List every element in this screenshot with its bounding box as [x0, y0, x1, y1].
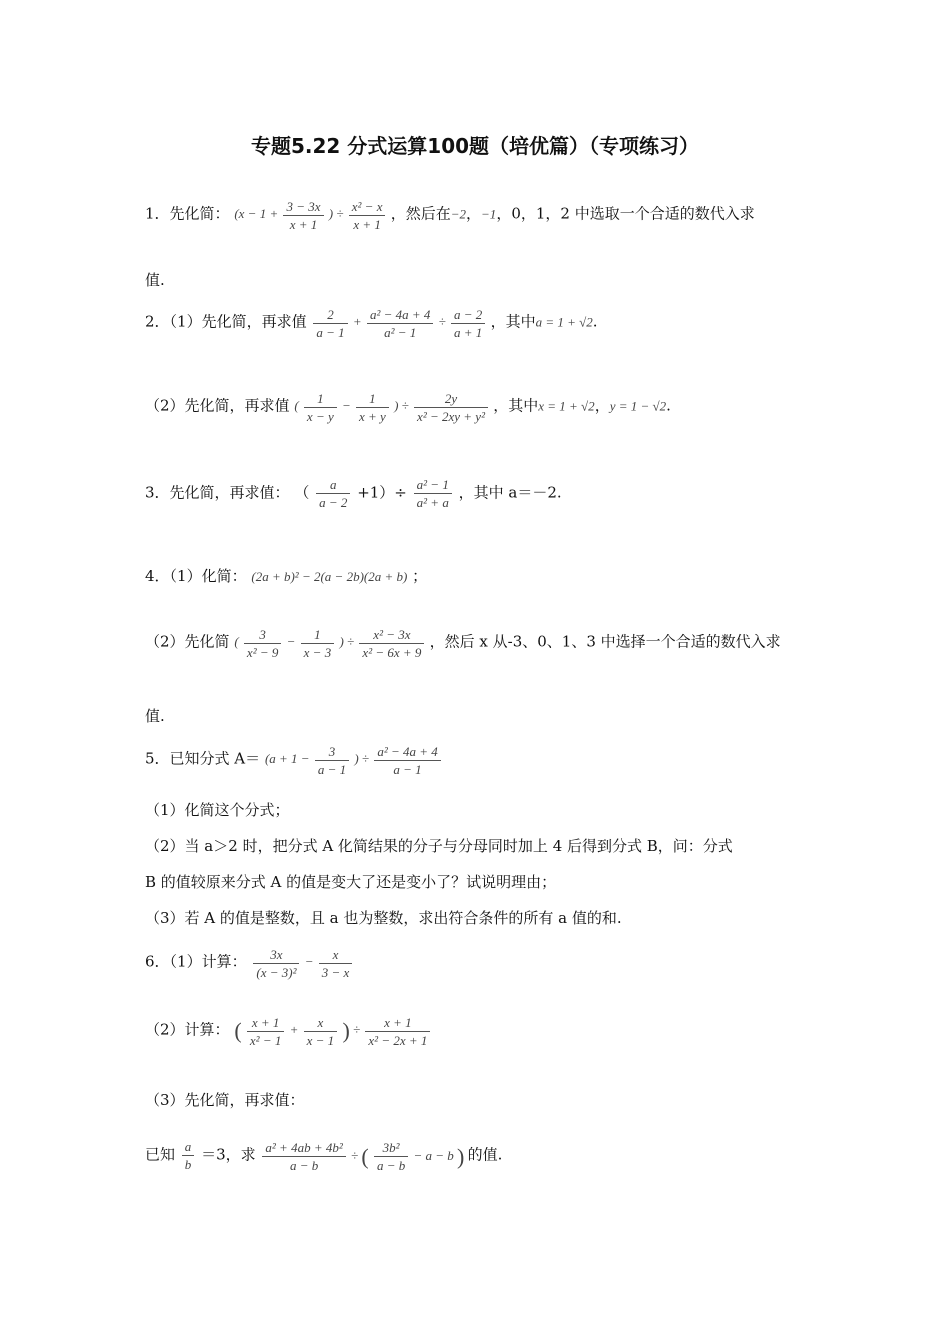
q1-expression: (x − 1 + $\frac{3 - 3x}{x + 1}$ ) ÷ $\frac{\text{x² − x}}{x + 1}$ [234, 206, 390, 221]
question-3: 3．先化简，再求值： （ $\frac{a}{a - 2}$ +1）÷ $\frac{\text{a² − 1}}{\text{a² + a}}$ ，其中 a＝－2. [145, 477, 562, 510]
question-6-part-2: （2）计算： ( $\frac{x + 1}{\text{x² − 1}}$ + $\frac{x}{x - 1}$ ) ÷ $\frac{x + 1}{\text{x² − 2x + 1}}$ [145, 1014, 432, 1049]
question-2-part-1: 2．（1）先化简，再求值 $\frac{2}{a - 1}$ + $\frac{\text{a² − 4a + 4}}{\text{a² − 1}}$ ÷ $\frac{a - 2}{a + 1}$ ，其中a = 1 + √2. [145, 307, 598, 340]
question-2-part-2: （2）先化简，再求值 ( $\frac{1}{x - y}$ − $\frac{1}{x + y}$ ) ÷ $\frac{2y}{\text{x² − 2xy + y²}}$ ，其中x = 1 + √2，y = 1 − √2. [145, 391, 671, 424]
q4a-expression: (2a + b)² − 2(a − 2b)(2a + b) [251, 569, 408, 584]
q1-line2: 值. [145, 271, 165, 289]
q6c-expression: $\frac{\text{a² + 4ab + 4b²}}{a - b}$ ÷ ( $\frac{\text{3b²}}{a - b}$ − a − b ) [260, 1148, 467, 1163]
q6a-expression: $\frac{3x}{\text{(x − 3)²}}$ − $\frac{x}{3 - x}$ [251, 954, 354, 969]
q5-expression: (a + 1 − $\frac{3}{a - 1}$ ) ÷ $\frac{\text{a² − 4a + 4}}{a - 1}$ [265, 751, 443, 766]
q4b-line2: 值. [145, 707, 165, 725]
q2b-expression: ( $\frac{1}{x - y}$ − $\frac{1}{x + y}$ ) ÷ $\frac{2y}{\text{x² − 2xy + y²}}$ [294, 398, 493, 413]
q6c-condition: 已知 $\frac{a}{b}$ ＝3，求 $\frac{\text{a² + 4ab + 4b²}}{a - b}$ ÷ ( $\frac{\text{3b²}}{a - b}$ − a − b ) 的值. [145, 1139, 503, 1174]
q5-sub1: （1）化简这个分式； [145, 801, 290, 819]
question-1: 1．先化简： (x − 1 + $\frac{3 - 3x}{x + 1}$ ) ÷ $\frac{\text{x² − x}}{x + 1}$ ，然后在−2，−1，0，1，2 中选取一个合适的数代入求 [145, 199, 755, 232]
q5-sub3: B 的值较原来分式 A 的值是变大了还是变小了？试说明理由； [145, 873, 557, 891]
question-4-part-1: 4．（1）化简： (2a + b)² − 2(a − 2b)(2a + b) ； [145, 567, 428, 585]
q1-label: 1．先化简： [145, 204, 230, 223]
question-5: 5．已知分式 A＝ (a + 1 − $\frac{3}{a - 1}$ ) ÷ $\frac{\text{a² − 4a + 4}}{a - 1}$ [145, 743, 443, 778]
q6b-expression: ( $\frac{x + 1}{\text{x² − 1}}$ + $\frac{x}{x - 1}$ ) ÷ $\frac{x + 1}{\text{x² − 2x + 1}}$ [234, 1022, 432, 1037]
question-6-part-3: （3）先化简，再求值： [145, 1091, 305, 1109]
page-title: 专题5.22 分式运算100题（培优篇）（专项练习） [250, 134, 700, 158]
q2a-expression: $\frac{2}{a - 1}$ + $\frac{\text{a² − 4a + 4}}{\text{a² − 1}}$ ÷ $\frac{a - 2}{a + 1}$ [311, 314, 490, 329]
q5-sub2: （2）当 a＞2 时，把分式 A 化简结果的分子与分母同时加上 4 后得到分式 B，问：分式 [145, 837, 733, 855]
q4b-expression: ( $\frac{3}{\text{x² − 9}}$ − $\frac{1}{x - 3}$ ) ÷ $\frac{\text{x² − 3x}}{\text{x² − 6x + 9}}$ [234, 634, 429, 649]
question-6-part-1: 6．（1）计算： $\frac{3x}{\text{(x − 3)²}}$ − $\frac{x}{3 - x}$ [145, 946, 354, 981]
q5-sub4: （3）若 A 的值是整数，且 a 也为整数，求出符合条件的所有 a 值的和. [145, 909, 622, 927]
question-4-part-2: （2）先化简 ( $\frac{3}{\text{x² − 9}}$ − $\frac{1}{x - 3}$ ) ÷ $\frac{\text{x² − 3x}}{\text{x² − 6x + 9}}$ ，然后 x 从-3、0、1、3 中选择一个合适的数代入求 [145, 627, 781, 660]
